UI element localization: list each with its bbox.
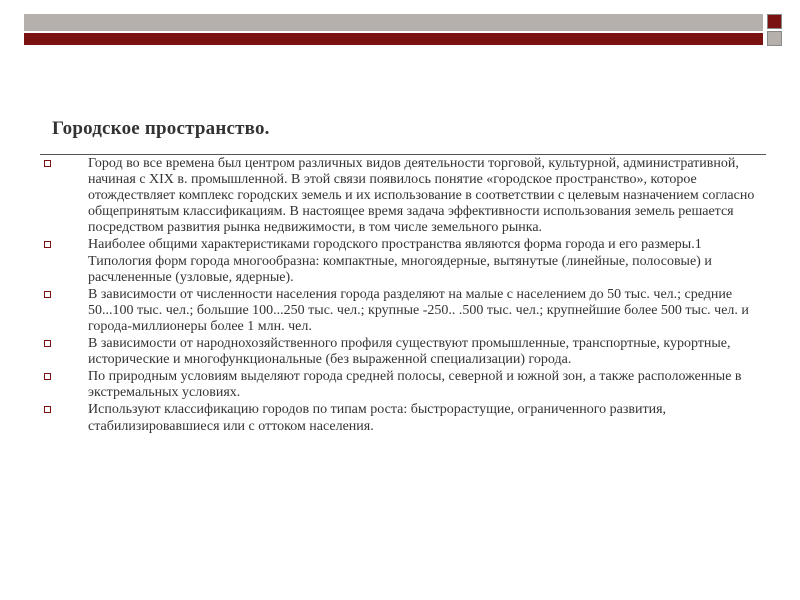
bullet-text: В зависимости от численности населения города разделяют на малые с населением до 50 тыс. чел.; средние 50...100 тыс. чел.; большие 100...250 тыс. чел.; крупные -250.. .500 тыс. чел.; крупнейшие более 500 тыс. чел. и города-миллионеры более 1 млн. чел.: [88, 286, 749, 334]
square-bullet-icon: [44, 406, 51, 413]
list-item: [42, 237, 762, 285]
square-bullet-icon: [44, 291, 51, 298]
bullet-text: Наиболее общими характеристиками городского пространства являются форма города и его размеры.1 Типология форм города многообразна: компактные, многоядерные, вытянутые (линейные, полосовые) и расчлененные (узловые, ядерные).: [88, 237, 712, 285]
square-bullet-icon: [44, 373, 51, 380]
list-item: [42, 287, 762, 335]
header-banner-gray: [24, 14, 763, 31]
bullet-text: В зависимости от народнохозяйственного профиля существуют промышленные, транспортные, курортные, исторические и многофункциональные (без выраженной специализации) города.: [88, 336, 731, 368]
list-item: [42, 336, 762, 368]
square-bullet-icon: [44, 340, 51, 347]
list-item: [42, 402, 762, 434]
square-bullet-icon: [44, 241, 51, 248]
decorative-corner-square-bottom: [767, 31, 782, 46]
title-divider: [40, 154, 766, 155]
square-bullet-icon: [44, 160, 51, 167]
bullet-list: [42, 156, 762, 436]
bullet-text: Используют классификацию городов по типам роста: быстрорастущие, ограниченного развития, стабилизировавшиеся или с оттоком населения.: [88, 402, 667, 434]
slide-title: Городское пространство.: [52, 118, 270, 139]
list-item: [42, 156, 762, 236]
bullet-text: По природным условиям выделяют города средней полосы, северной и южной зон, а также расположенные в экстремальных условиях.: [88, 369, 742, 401]
list-item: [42, 369, 762, 401]
decorative-corner-square-top: [767, 14, 782, 29]
bullet-text: Город во все времена был центром различных видов деятельности торговой, культурной, административной, начиная с XIX в. промышленной. В этой связи появилось понятие «городское пространство», которое отождествляет комплекс городских земель и их использование в соответствии с целевым назначением согласно общепринятым классификациям. В настоящее время задача эффективности использования земель решается посредством развития рынка недвижимости, в том числе земельного рынка.: [88, 156, 755, 236]
header-banner-red: [24, 33, 763, 45]
